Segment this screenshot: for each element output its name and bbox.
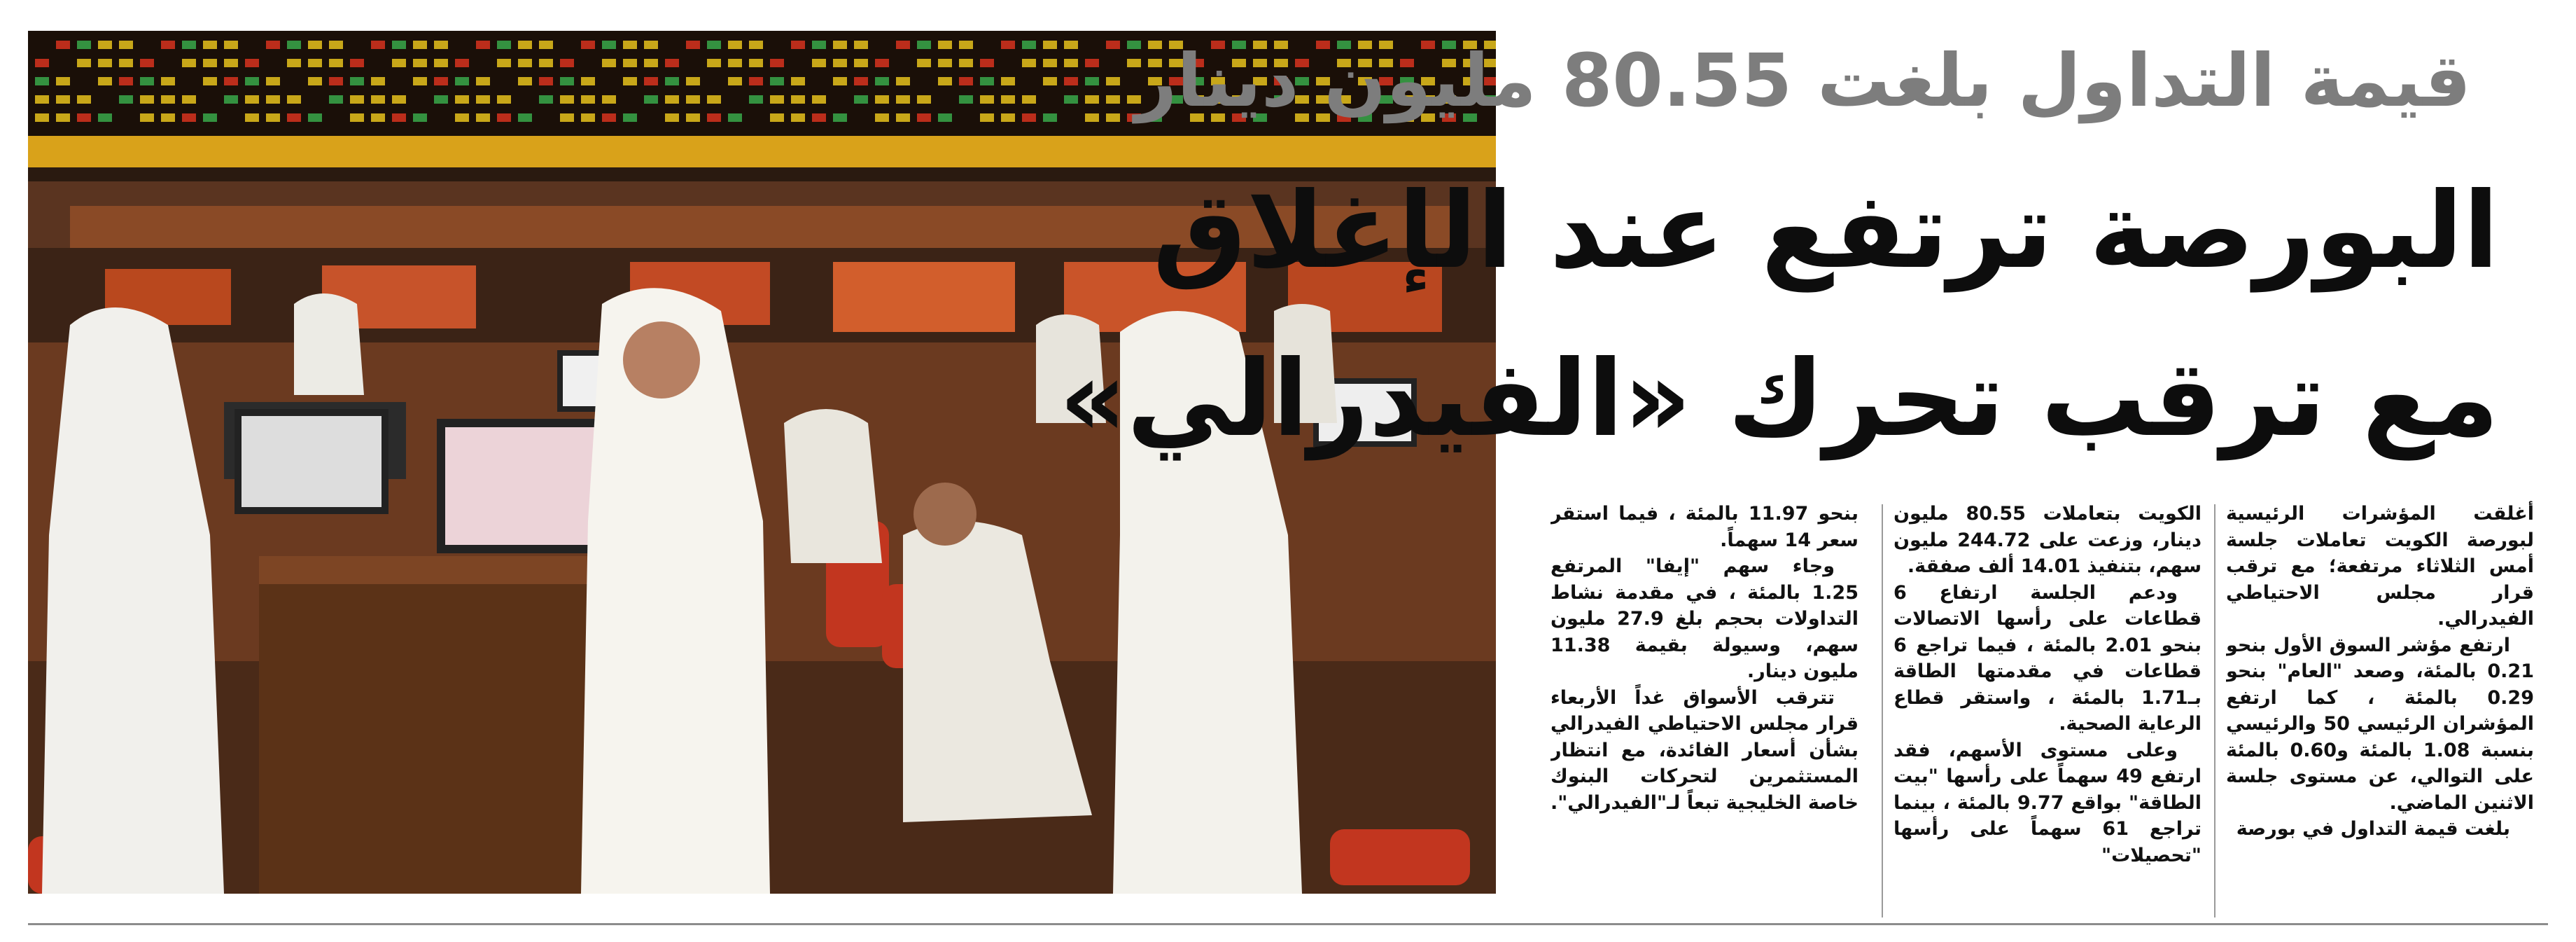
ticker-light: [77, 95, 91, 104]
ticker-light: [1043, 59, 1057, 67]
ticker-light: [749, 95, 763, 104]
ticker-light: [728, 77, 742, 85]
ticker-light: [182, 59, 196, 67]
ticker-light: [1106, 77, 1120, 85]
ticker-light: [581, 95, 595, 104]
ticker-light: [140, 95, 154, 104]
ticker-light: [434, 41, 448, 49]
paragraph: ارتفع مؤشر السوق الأول بنحو 0.21 بالمئة، وصعد "العام" بنحو 0.29 بالمئة ، كما ارتفع المؤشران الرئيسي 50 والرئيسي بنسبة 1.08 بالمئة و0.60 بالمئة على التوالي، عن مستوى جلسة الاثنين الماضي.: [2226, 634, 2534, 814]
ticker-light: [770, 59, 784, 67]
ticker-light: [455, 77, 469, 85]
ticker-light: [707, 59, 721, 67]
ticker-light: [980, 77, 994, 85]
ticker-light: [98, 113, 112, 122]
ticker-light: [497, 95, 511, 104]
ticker-light: [98, 59, 112, 67]
ticker-light: [224, 95, 238, 104]
ticker-light: [539, 77, 553, 85]
ticker-light: [140, 113, 154, 122]
paragraph: بلغت قيمة التداول في بورصة: [2236, 818, 2510, 840]
ticker-light: [413, 113, 427, 122]
ticker-light: [329, 77, 343, 85]
ticker-light: [182, 41, 196, 49]
ticker-light: [266, 95, 280, 104]
ticker-light: [959, 59, 973, 67]
ticker-light: [476, 95, 490, 104]
page-bottom-rule: [28, 923, 2548, 925]
ticker-light: [665, 113, 679, 122]
ticker-light: [602, 95, 616, 104]
ticker-light: [1106, 41, 1120, 49]
ticker-light: [392, 113, 406, 122]
headline-line-2: مع ترقب تحرك «الفيدرالي»: [1058, 338, 2499, 460]
ticker-light: [560, 77, 574, 85]
ticker-light: [917, 113, 931, 122]
ticker-light: [623, 59, 637, 67]
ticker-light: [602, 41, 616, 49]
ticker-light: [812, 59, 826, 67]
column-divider: [2214, 504, 2216, 917]
ticker-light: [1064, 95, 1078, 104]
ticker-light: [350, 77, 364, 85]
ticker-light: [854, 59, 868, 67]
ticker-light: [476, 41, 490, 49]
ticker-light: [140, 59, 154, 67]
ticker-light: [644, 77, 658, 85]
ticker-light: [1085, 77, 1099, 85]
ticker-light: [1064, 59, 1078, 67]
ticker-light: [665, 59, 679, 67]
ticker-light: [1001, 41, 1015, 49]
ticker-light: [959, 77, 973, 85]
ticker-light: [329, 95, 343, 104]
ticker-light: [581, 77, 595, 85]
ticker-light: [77, 59, 91, 67]
ticker-light: [1085, 59, 1099, 67]
ticker-light: [245, 77, 259, 85]
paragraph: تترقب الأسواق غداً الأربعاء قرار مجلس الاحتياطي الفيدرالي بشأن أسعار الفائدة، مع انتظار المستثمرين لتحركات البنوك خاصة الخليجية تبعاً لـ"الفيدرالي".: [1550, 686, 1858, 814]
ticker-light: [266, 113, 280, 122]
ticker-light: [1043, 77, 1057, 85]
ticker-light: [1022, 113, 1036, 122]
ticker-light: [350, 59, 364, 67]
ticker-light: [791, 77, 805, 85]
ticker-light: [224, 77, 238, 85]
ticker-light: [644, 41, 658, 49]
ticker-light: [245, 59, 259, 67]
ticker-light: [476, 77, 490, 85]
ticker-light: [938, 77, 952, 85]
ticker-light: [854, 41, 868, 49]
ticker-light: [455, 59, 469, 67]
ticker-light: [35, 113, 49, 122]
ticker-light: [350, 95, 364, 104]
ticker-light: [875, 59, 889, 67]
ticker-light: [602, 113, 616, 122]
ticker-light: [791, 41, 805, 49]
ticker-light: [938, 113, 952, 122]
ticker-light: [518, 59, 532, 67]
ticker-light: [35, 95, 49, 104]
ticker-light: [560, 95, 574, 104]
ticker-light: [56, 77, 70, 85]
ticker-light: [686, 41, 700, 49]
ticker-light: [413, 77, 427, 85]
ticker-light: [1001, 113, 1015, 122]
ticker-light: [98, 41, 112, 49]
ticker-light: [182, 113, 196, 122]
ticker-light: [77, 41, 91, 49]
ticker-light: [623, 77, 637, 85]
ticker-light: [896, 113, 910, 122]
ticker-light: [791, 113, 805, 122]
ticker-light: [371, 41, 385, 49]
ticker-light: [371, 77, 385, 85]
ticker-light: [140, 77, 154, 85]
ticker-light: [686, 77, 700, 85]
ticker-light: [980, 59, 994, 67]
ticker-light: [308, 41, 322, 49]
ticker-light: [1106, 95, 1120, 104]
ticker-light: [518, 41, 532, 49]
ticker-light: [371, 113, 385, 122]
ticker-light: [98, 77, 112, 85]
ticker-light: [770, 95, 784, 104]
ticker-light: [560, 59, 574, 67]
ticker-light: [371, 95, 385, 104]
ticker-light: [1064, 77, 1078, 85]
ticker-light: [917, 95, 931, 104]
ticker-light: [728, 59, 742, 67]
ticker-light: [791, 95, 805, 104]
ticker-light: [518, 113, 532, 122]
ticker-light: [623, 41, 637, 49]
ticker-light: [1022, 41, 1036, 49]
ticker-light: [686, 113, 700, 122]
ticker-light: [434, 77, 448, 85]
ticker-light: [896, 41, 910, 49]
ticker-light: [203, 113, 217, 122]
ticker-light: [749, 77, 763, 85]
ticker-light: [392, 95, 406, 104]
ticker-light: [959, 95, 973, 104]
ticker-light: [917, 59, 931, 67]
ticker-light: [350, 113, 364, 122]
ticker-light: [707, 41, 721, 49]
paragraph: وعلى مستوى الأسهم، فقد ارتفع 49 سهماً على رأسها "بيت الطاقة" بواقع 9.77 بالمئة ، بينما تراجع 61 سهماً على رأسها "تحصيلات": [1893, 739, 2202, 866]
ticker-light: [434, 59, 448, 67]
ticker-light: [938, 59, 952, 67]
ticker-light: [203, 59, 217, 67]
ticker-light: [770, 77, 784, 85]
ticker-light: [980, 113, 994, 122]
ticker-light: [1001, 95, 1015, 104]
ticker-light: [497, 113, 511, 122]
ticker-light: [161, 77, 175, 85]
ticker-light: [980, 95, 994, 104]
ticker-light: [329, 41, 343, 49]
ticker-light: [497, 41, 511, 49]
ticker-light: [728, 113, 742, 122]
ticker-light: [581, 113, 595, 122]
article-column-middle: [1893, 501, 2202, 914]
ticker-light: [119, 41, 133, 49]
ticker-light: [77, 113, 91, 122]
ticker-light: [875, 95, 889, 104]
paragraph: ودعم الجلسة ارتفاع 6 قطاعات على رأسها الاتصالات بنحو 2.01 بالمئة ، فيما تراجع 6 قطاعات في مقدمتها الطاقة بـ1.71 بالمئة ، واستقر قطاع الرعاية الصحية.: [1893, 581, 2202, 735]
ticker-light: [644, 59, 658, 67]
ticker-light: [875, 113, 889, 122]
ticker-light: [287, 59, 301, 67]
ticker-light: [287, 41, 301, 49]
ticker-light: [1064, 41, 1078, 49]
ticker-light: [35, 59, 49, 67]
ticker-light: [728, 41, 742, 49]
ticker-light: [329, 59, 343, 67]
ticker-light: [749, 41, 763, 49]
ticker-light: [392, 59, 406, 67]
ticker-light: [833, 59, 847, 67]
ticker-light: [560, 113, 574, 122]
ticker-light: [245, 113, 259, 122]
ticker-light: [245, 95, 259, 104]
ticker-light: [56, 113, 70, 122]
ticker-light: [413, 59, 427, 67]
ticker-light: [287, 113, 301, 122]
ticker-light: [434, 95, 448, 104]
ticker-light: [287, 95, 301, 104]
ticker-light: [1043, 113, 1057, 122]
article-column-right: [2226, 501, 2534, 914]
ticker-light: [392, 41, 406, 49]
ticker-light: [224, 41, 238, 49]
ticker-light: [896, 77, 910, 85]
ticker-light: [203, 41, 217, 49]
ticker-light: [896, 95, 910, 104]
ticker-light: [119, 77, 133, 85]
ticker-light: [812, 95, 826, 104]
ticker-light: [182, 95, 196, 104]
ticker-light: [161, 95, 175, 104]
ticker-light: [581, 41, 595, 49]
article-column-left: [1550, 501, 1858, 914]
ticker-light: [35, 77, 49, 85]
ticker-light: [833, 113, 847, 122]
ticker-light: [1043, 41, 1057, 49]
ticker-light: [224, 59, 238, 67]
ticker-light: [665, 95, 679, 104]
ticker-light: [161, 113, 175, 122]
ticker-light: [161, 41, 175, 49]
ticker-light: [539, 59, 553, 67]
ticker-light: [266, 41, 280, 49]
ticker-light: [119, 95, 133, 104]
ticker-light: [1106, 113, 1120, 122]
ticker-light: [308, 77, 322, 85]
paragraph: بنحو 11.97 بالمئة ، فيما استقر سعر 14 سهماً.: [1550, 503, 1858, 551]
ticker-light: [854, 77, 868, 85]
ticker-light: [833, 77, 847, 85]
ticker-light: [917, 41, 931, 49]
ticker-light: [833, 41, 847, 49]
ticker-light: [266, 77, 280, 85]
ticker-light: [623, 113, 637, 122]
ticker-light: [203, 77, 217, 85]
ticker-light: [812, 41, 826, 49]
ticker-light: [1022, 95, 1036, 104]
ticker-light: [413, 41, 427, 49]
ticker-light: [686, 95, 700, 104]
ticker-light: [308, 59, 322, 67]
ticker-light: [1001, 77, 1015, 85]
paragraph: وجاء سهم "إيفا" المرتفع 1.25 بالمئة ، في مقدمة نشاط التداولات بحجم بلغ 27.9 مليون سهم، وسيولة بقيمة 11.38 مليون دينار.: [1550, 555, 1858, 682]
ticker-light: [875, 77, 889, 85]
ticker-light: [56, 41, 70, 49]
ticker-light: [707, 95, 721, 104]
paragraph: الكويت بتعاملات 80.55 مليون دينار، وزعت على 244.72 مليون سهم، بتنفيذ 14.01 ألف صفقة.: [1893, 503, 2202, 577]
ticker-light: [539, 95, 553, 104]
ticker-light: [1085, 95, 1099, 104]
ticker-light: [854, 95, 868, 104]
ticker-light: [770, 113, 784, 122]
ticker-light: [665, 77, 679, 85]
paragraph: أغلقت المؤشرات الرئيسية لبورصة الكويت تعاملات جلسة أمس الثلاثاء مرتفعة؛ مع ترقب قرار مجلس الاحتياطي الفيدرالي.: [2226, 503, 2534, 630]
ticker-light: [476, 113, 490, 122]
ticker-light: [455, 113, 469, 122]
column-divider: [1882, 504, 1883, 917]
ticker-light: [749, 59, 763, 67]
ticker-light: [602, 59, 616, 67]
ticker-light: [1085, 113, 1099, 122]
ticker-light: [497, 59, 511, 67]
ticker-light: [56, 95, 70, 104]
ticker-light: [455, 95, 469, 104]
headline-line-1: البورصة ترتفع عند الإغلاق: [1152, 170, 2499, 292]
ticker-light: [119, 59, 133, 67]
ticker-light: [812, 113, 826, 122]
headline-kicker: قيمة التداول بلغت 80.55 مليون دينار: [1135, 38, 2471, 123]
ticker-light: [308, 113, 322, 122]
ticker-light: [518, 77, 532, 85]
ticker-light: [539, 41, 553, 49]
ticker-light: [707, 113, 721, 122]
ticker-light: [1022, 59, 1036, 67]
ticker-light: [644, 95, 658, 104]
ticker-light: [959, 41, 973, 49]
ticker-light: [938, 41, 952, 49]
